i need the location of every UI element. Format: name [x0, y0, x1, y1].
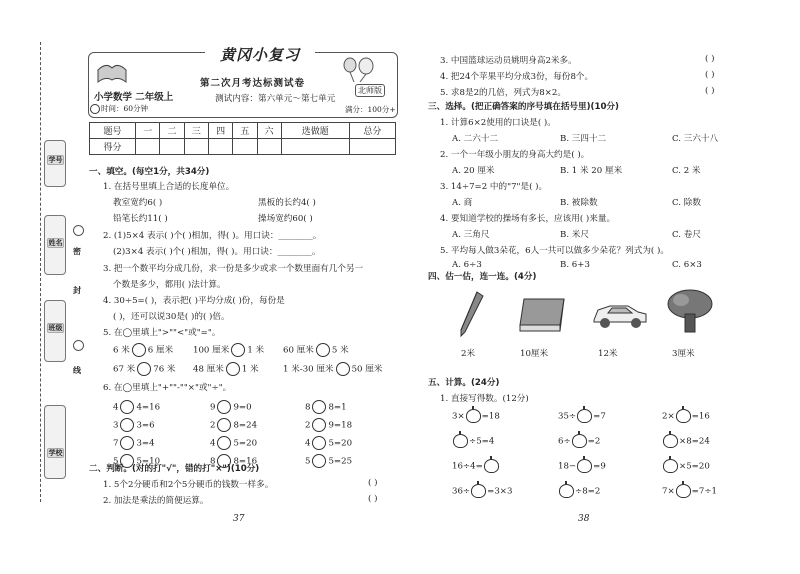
choice-option[interactable]: C. 卷尺	[672, 230, 701, 240]
class-box	[44, 300, 66, 362]
exam-title: 第二次月考达标测试卷	[200, 78, 306, 89]
picture-label[interactable]: 2米	[461, 349, 476, 359]
apple-blank-icon[interactable]	[559, 484, 574, 498]
apple-blank-icon[interactable]	[577, 459, 592, 473]
apple-blank-icon[interactable]	[572, 434, 587, 448]
question-5: 5. 在◯里填上">""<"或"="。	[103, 328, 221, 338]
operator-item: 9 9=0	[210, 400, 252, 414]
section-3-title: 三、选择。(把正确答案的序号填在括号里)(10分)	[428, 102, 619, 112]
question-1a: 教室宽约6( )	[113, 198, 163, 208]
table-cell: 一	[136, 123, 160, 139]
question-6: 6. 在◯里填上"+""-""×"或"÷"。	[103, 383, 232, 393]
test-scope: 测试内容：第六单元～第七单元	[215, 94, 336, 104]
question-3a: 3. 把一个数平均分成几份，求一份是多少或求一个数里面有几个另一	[103, 264, 364, 274]
operator-item: 5 5=10	[113, 454, 160, 468]
operator-item: 4 5=20	[305, 436, 352, 450]
choice-option[interactable]: B. 米尺	[560, 230, 589, 240]
choice-question-5: 5. 平均每人做3朵花，6人一共可以做多少朵花？列式为( )。	[440, 246, 669, 256]
punch-hole	[73, 225, 84, 236]
section-2-title: 二、判断。(对的打"√"，错的打"×")(10分)	[89, 464, 260, 474]
section-1-title: 一、填空。(每空1分，共34分)	[89, 167, 210, 177]
table-cell: 四	[208, 123, 232, 139]
score-cell[interactable]	[160, 139, 184, 155]
school-label: 学校	[48, 448, 63, 457]
answer-circle[interactable]	[312, 418, 326, 432]
table-cell: 总分	[349, 123, 395, 139]
answer-paren[interactable]: ( )	[705, 54, 715, 64]
picture-label[interactable]: 10厘米	[520, 349, 549, 359]
apple-blank-icon[interactable]	[663, 434, 678, 448]
calc-item: 35÷ =7	[558, 409, 606, 423]
answer-paren[interactable]: ( )	[705, 86, 715, 96]
choice-option[interactable]: A. 6÷3	[452, 260, 482, 270]
operator-item: 2 9=18	[305, 418, 352, 432]
compare-item: 6 米 6 厘米	[113, 343, 173, 357]
answer-circle[interactable]	[226, 362, 240, 376]
answer-circle[interactable]	[336, 362, 350, 376]
apple-blank-icon[interactable]	[466, 409, 481, 423]
answer-circle[interactable]	[312, 454, 326, 468]
section-4-title: 四、估一估，连一连。(4分)	[428, 272, 537, 282]
answer-circle[interactable]	[316, 343, 330, 357]
judge-3: 3. 中国篮球运动员姚明身高2米多。	[440, 56, 577, 66]
answer-circle[interactable]	[120, 418, 134, 432]
answer-circle[interactable]	[120, 436, 134, 450]
question-4b: ( )，还可以说30是( )的( )倍。	[113, 312, 230, 322]
balloons-icon	[340, 56, 380, 82]
apple-blank-icon[interactable]	[453, 434, 468, 448]
question-1: 1. 在括号里填上合适的长度单位。	[103, 182, 235, 192]
calc-item: 6÷ =2	[558, 434, 600, 448]
judge-2: 2. 加法是乘法的简便运算。	[103, 496, 209, 506]
score-cell[interactable]	[208, 139, 232, 155]
answer-circle[interactable]	[217, 400, 231, 414]
class-label: 班级	[48, 323, 63, 332]
score-cell[interactable]	[184, 139, 208, 155]
table-cell: 二	[160, 123, 184, 139]
tree-icon[interactable]	[665, 286, 715, 336]
answer-circle[interactable]	[231, 343, 245, 357]
apple-blank-icon[interactable]	[484, 459, 499, 473]
operator-item: 4 4=16	[113, 400, 160, 414]
operator-item: 7 3=4	[113, 436, 155, 450]
judge-4: 4. 把24个苹果平均分成3份，每份8个。	[440, 72, 594, 82]
table-cell: 得分	[90, 139, 136, 155]
choice-option[interactable]: B. 1 米 20 厘米	[560, 166, 623, 176]
choice-question-4: 4. 要知道学校的操场有多长，应该用( )来量。	[440, 214, 616, 224]
choice-question-2: 2. 一个一年级小朋友的身高大约是( )。	[440, 150, 590, 160]
answer-circle[interactable]	[217, 436, 231, 450]
calc-item: 7× =7÷1	[662, 484, 717, 498]
calc-item: 16÷4=	[452, 459, 500, 473]
subject-grade: 小学数学 二年级上	[94, 92, 174, 103]
judge-1: 1. 5个2分硬币和2个5分硬币的钱数一样多。	[103, 480, 274, 490]
picture-label[interactable]: 12米	[598, 349, 618, 359]
question-2a: 2. (1)5×4 表示( )个( )相加，得( )。用口诀：________。	[103, 231, 322, 241]
compare-item: 100 厘米 1 米	[193, 343, 264, 357]
page-number: 38	[578, 514, 590, 524]
calc-subtitle: 1. 直接写得数。(12分)	[440, 394, 529, 404]
operator-item: 3 3=6	[113, 418, 155, 432]
calc-item: 3× =18	[452, 409, 500, 423]
apple-blank-icon[interactable]	[471, 484, 486, 498]
table-row	[90, 123, 396, 139]
question-3b: 个数是多少，都用( )法计算。	[113, 280, 226, 290]
table-cell: 六	[257, 123, 281, 139]
question-4a: 4. 30÷5=( )，表示把( )平均分成( )份，每份是	[103, 296, 285, 306]
answer-circle[interactable]	[132, 343, 146, 357]
choice-option[interactable]: C. 三六十八	[672, 134, 719, 144]
time-limit: 时间：60分钟	[101, 104, 149, 113]
choice-option[interactable]: C. 6×3	[672, 260, 702, 270]
choice-option[interactable]: B. 三四十二	[560, 134, 607, 144]
judge-5: 5. 求8是2的几倍，列式为8×2。	[440, 88, 566, 98]
book-icon[interactable]	[516, 295, 568, 335]
pencil-icon[interactable]	[455, 290, 485, 338]
table-row	[90, 139, 396, 155]
choice-option[interactable]: A. 三角尺	[452, 230, 490, 240]
calc-item: 36÷ =3×3	[452, 484, 512, 498]
apple-blank-icon[interactable]	[676, 484, 691, 498]
apple-blank-icon[interactable]	[676, 409, 691, 423]
question-1b: 黑板的长约4( )	[258, 198, 316, 208]
score-cell[interactable]	[136, 139, 160, 155]
operator-item: 8 8=1	[305, 400, 347, 414]
question-1d: 操场宽约60( )	[258, 214, 313, 224]
score-cell[interactable]	[281, 139, 349, 155]
book-logo-icon	[96, 58, 128, 84]
question-1c: 铅笔长约11( )	[113, 214, 168, 224]
car-icon[interactable]	[590, 294, 650, 334]
table-cell: 题号	[90, 123, 136, 139]
name-label: 姓名	[48, 238, 63, 247]
calc-item: ×8=24	[662, 434, 710, 448]
choice-option[interactable]: C. 除数	[672, 198, 701, 208]
page-number: 37	[233, 514, 245, 524]
seal-char-2: 封	[73, 285, 81, 295]
choice-option[interactable]: A. 二六十二	[452, 134, 499, 144]
answer-paren[interactable]: ( )	[368, 478, 378, 488]
operator-item: 5 5=25	[305, 454, 352, 468]
question-2b: (2)3×4 表示( )个( )相加，得( )。用口诀：________。	[113, 247, 321, 257]
table-cell: 选做题	[281, 123, 349, 139]
name-box	[44, 215, 66, 275]
clock-icon	[90, 104, 100, 114]
seal-char-1: 密	[73, 246, 81, 256]
apple-blank-icon[interactable]	[663, 459, 678, 473]
score-cell[interactable]	[233, 139, 257, 155]
compare-item: 67 米 76 米	[113, 362, 176, 376]
table-cell: 三	[184, 123, 208, 139]
score-table	[89, 122, 396, 155]
calc-item: 18− =9	[558, 459, 606, 473]
student-id-label: 学号	[48, 155, 63, 164]
binding-dashed-line	[40, 42, 42, 502]
school-box	[44, 405, 66, 479]
operator-item: 4 5=20	[210, 436, 257, 450]
score-cell[interactable]	[257, 139, 281, 155]
student-id-box	[44, 140, 66, 187]
answer-circle[interactable]	[312, 400, 326, 414]
answer-paren[interactable]: ( )	[368, 494, 378, 504]
choice-option[interactable]: B. 被除数	[560, 198, 598, 208]
picture-label[interactable]: 3厘米	[672, 349, 695, 359]
answer-paren[interactable]: ( )	[705, 70, 715, 80]
choice-question-3: 3. 14÷7=2 中的"7"是( )。	[440, 182, 548, 192]
table-cell: 五	[233, 123, 257, 139]
calc-item: ×5=20	[662, 459, 710, 473]
calc-item: ÷5=4	[452, 434, 494, 448]
compare-item: 60 厘米 5 米	[283, 343, 349, 357]
brand-logo: 黄冈小复习	[205, 44, 315, 62]
choice-option[interactable]: A. 商	[452, 198, 473, 208]
full-score: 满分：100分+	[345, 105, 396, 114]
choice-question-1: 1. 计算6×2使用的口诀是( )。	[440, 118, 556, 128]
operator-item: 8 8=16	[210, 454, 257, 468]
edition-badge: 北师版	[355, 84, 385, 97]
answer-circle[interactable]	[120, 400, 134, 414]
section-5-title: 五、计算。(24分)	[428, 378, 500, 388]
seal-char-3: 线	[73, 365, 81, 375]
answer-circle[interactable]	[137, 362, 151, 376]
compare-item: 48 厘米 1 米	[193, 362, 259, 376]
choice-option[interactable]: B. 6+3	[560, 260, 590, 270]
apple-blank-icon[interactable]	[577, 409, 592, 423]
calc-item: 2× =16	[662, 409, 710, 423]
choice-option[interactable]: A. 20 厘米	[452, 166, 495, 176]
compare-item: 1 米-30 厘米 50 厘米	[283, 362, 382, 376]
answer-circle[interactable]	[217, 418, 231, 432]
choice-option[interactable]: C. 2 米	[672, 166, 701, 176]
answer-circle[interactable]	[312, 436, 326, 450]
operator-item: 2 8=24	[210, 418, 257, 432]
score-cell[interactable]	[349, 139, 395, 155]
calc-item: ÷8=2	[558, 484, 600, 498]
punch-hole	[73, 340, 84, 351]
